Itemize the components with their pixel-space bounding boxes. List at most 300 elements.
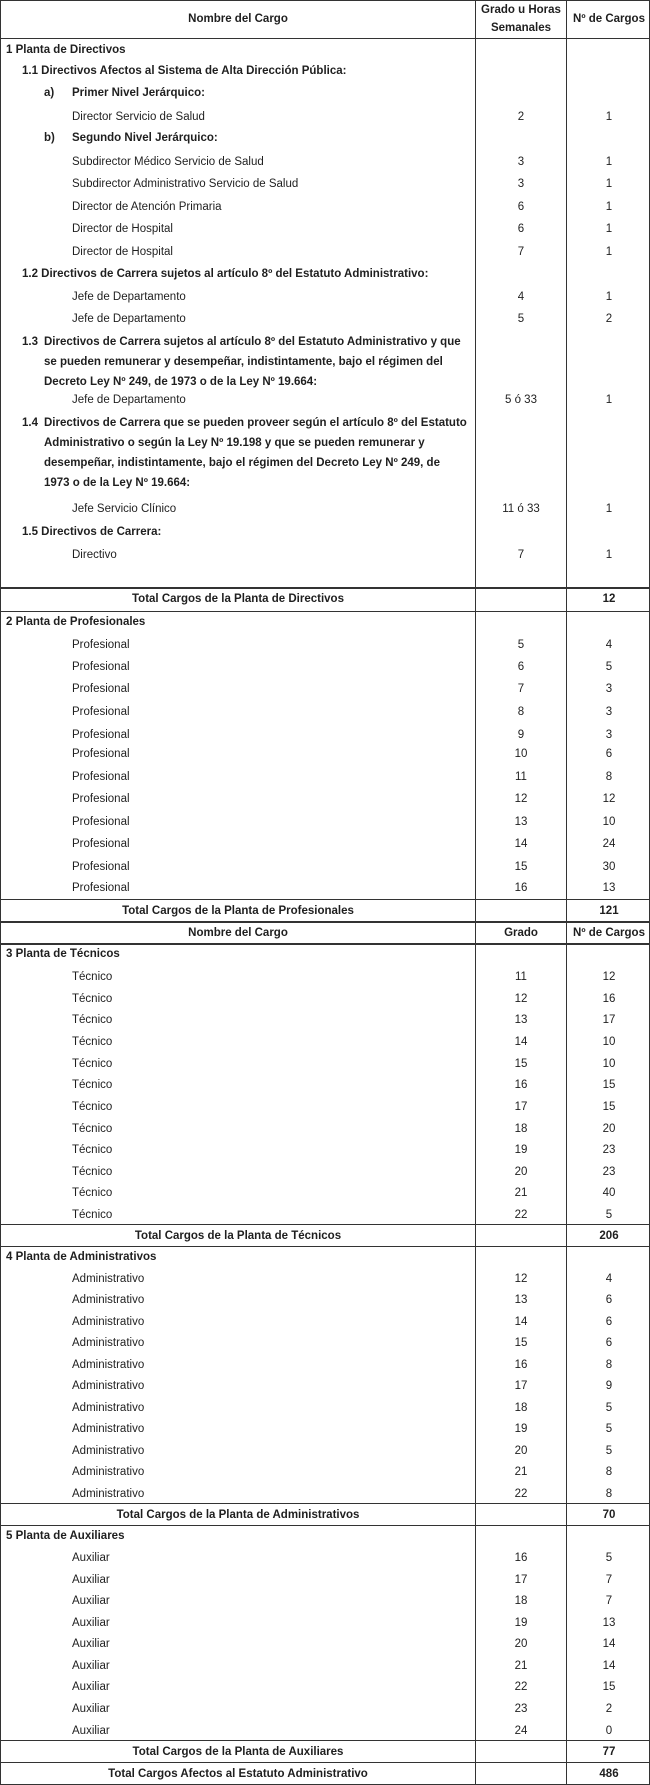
header-grado-line1: Grado u Horas	[481, 4, 561, 16]
num-cargos-cell: 5	[605, 1209, 613, 1221]
cargo-name: Jefe de Departamento	[72, 394, 186, 406]
cargo-name: Subdirector Médico Servicio de Salud	[72, 156, 264, 168]
num-cargos-cell: 23	[602, 1166, 616, 1178]
table-row	[0, 498, 650, 520]
grado-cell: 12	[514, 793, 528, 805]
num-cargos-cell: 10	[602, 816, 616, 828]
num-cargos-cell	[568, 944, 650, 964]
grado-cell: 7	[517, 246, 525, 258]
num-cargos-cell: 4	[605, 639, 613, 651]
cargo-name: Auxiliar	[72, 1595, 110, 1607]
grado-cell: 22	[514, 1209, 528, 1221]
table-row	[0, 1397, 650, 1419]
column-divider	[0, 0, 1, 1785]
cargo-name: Técnico	[72, 1058, 113, 1070]
num-cargos-cell: 6	[605, 1337, 613, 1349]
grado-cell	[476, 1741, 566, 1763]
grado-cell: 13	[514, 1294, 528, 1306]
grado-cell: 12	[514, 1273, 528, 1285]
cargo-name: Auxiliar	[72, 1552, 110, 1564]
num-cargos-cell	[568, 128, 650, 148]
num-cargos-cell: 8	[605, 1488, 613, 1500]
table-row	[0, 1612, 650, 1634]
num-cargos-cell: 5	[605, 1445, 613, 1457]
total-label: Total Cargos de la Planta de Profesionales	[122, 905, 354, 917]
cargo-name: Técnico	[72, 1144, 113, 1156]
grado-cell: 13	[514, 1014, 528, 1026]
level-title	[2, 83, 474, 103]
total-row	[0, 900, 650, 922]
cargo-name: Administrativo	[72, 1316, 145, 1328]
cargo-name: Administrativo	[72, 1359, 145, 1371]
cargo-name: Jefe de Departamento	[72, 291, 186, 303]
grado-cell	[476, 900, 566, 922]
divider	[0, 587, 650, 589]
subsection-text: Directivos de Carrera que se pueden proveer según el artículo 8º del Estatuto Administrativo o según la Ley Nº 19.198 y que se pueden remunerar y desempeñar, indistintamente, bajo el régimen del Decreto Ley Nº 249, de 1973 o de la Ley Nº 19.664:	[44, 417, 467, 489]
num-cargos-cell: 10	[602, 1036, 616, 1048]
grado-cell: 12	[514, 993, 528, 1005]
num-cargos-cell: 9	[605, 1380, 613, 1392]
num-cargos-cell	[568, 40, 650, 60]
num-cargos-cell: 1	[605, 291, 613, 303]
section-title: 3 Planta de Técnicos	[6, 948, 120, 960]
num-cargos-cell: 1	[605, 223, 613, 235]
table-header-2	[0, 923, 650, 943]
table-row	[0, 1139, 650, 1161]
num-cargos-cell: 1	[605, 156, 613, 168]
num-cargos-cell: 5	[605, 1423, 613, 1435]
cargo-name: Auxiliar	[72, 1703, 110, 1715]
column-divider	[566, 0, 567, 1785]
section-row	[0, 521, 650, 543]
subsection-title: 1.2 Directivos de Carrera sujetos al artículo 8º del Estatuto Administrativo:	[22, 268, 429, 280]
cargo-name: Auxiliar	[72, 1660, 110, 1672]
section-row	[0, 944, 650, 964]
num-cargos-cell: 14	[602, 1660, 616, 1672]
grado-cell	[476, 612, 566, 632]
grado-cell: 11 ó 33	[502, 503, 540, 515]
num-cargos-cell: 77	[602, 1746, 616, 1758]
grado-cell: 11	[515, 771, 527, 783]
cargo-name: Profesional	[72, 748, 130, 760]
cargo-name: Administrativo	[72, 1337, 145, 1349]
num-cargos-cell: 1	[605, 201, 613, 213]
divider	[0, 899, 650, 900]
grado-cell: 15	[514, 1058, 528, 1070]
divider	[0, 1762, 650, 1763]
section-row	[0, 612, 650, 632]
grado-cell	[476, 1763, 566, 1785]
grado-cell	[476, 61, 566, 81]
divider	[0, 1246, 650, 1247]
cargo-name: Subdirector Administrativo Servicio de Salud	[72, 178, 299, 190]
num-cargos-cell: 1	[605, 503, 613, 515]
subsection-text: Directivos de Carrera sujetos al artículo 8º del Estatuto Administrativo y que se pueden remunerar y desempeñar, indistintamente, bajo el régimen del Decreto Ley Nº 249, de 1973 o de la Ley Nº 19.664:	[44, 336, 461, 388]
num-cargos-cell: 206	[599, 1230, 619, 1242]
grado-cell: 3	[517, 178, 525, 190]
grado-cell: 19	[514, 1617, 528, 1629]
cargo-name: Profesional	[72, 771, 130, 783]
grado-cell: 21	[514, 1660, 528, 1672]
divider	[0, 921, 650, 923]
subsection-title: 1.1 Directivos Afectos al Sistema de Alta Dirección Pública:	[22, 65, 347, 77]
table-row	[0, 1332, 650, 1354]
header2-grado: Grado	[504, 927, 538, 939]
num-cargos-cell: 1	[605, 246, 613, 258]
table-row	[0, 1440, 650, 1462]
cargo-name: Profesional	[72, 816, 130, 828]
table-row	[0, 1053, 650, 1075]
num-cargos-cell: 17	[602, 1014, 616, 1026]
level-letter: a)	[44, 87, 55, 99]
grado-cell	[476, 521, 566, 543]
num-cargos-cell: 7	[605, 1595, 613, 1607]
cargo-name: Técnico	[72, 1209, 113, 1221]
table-row	[0, 1009, 650, 1031]
num-cargos-cell: 15	[602, 1079, 616, 1091]
grado-cell: 15	[514, 861, 528, 873]
section-row	[0, 1526, 650, 1546]
subsection-title	[2, 411, 474, 495]
divider	[0, 1740, 650, 1741]
table-row	[0, 1354, 650, 1376]
cargo-name: Administrativo	[72, 1466, 145, 1478]
divider	[0, 943, 650, 945]
grado-cell	[476, 1504, 566, 1526]
table-row	[0, 151, 650, 173]
table-row	[0, 1483, 650, 1505]
section-row	[0, 40, 650, 60]
cargo-name: Jefe de Departamento	[72, 313, 186, 325]
header-num: Nº de Cargos	[573, 13, 645, 25]
table-row	[0, 1720, 650, 1742]
cargo-name: Técnico	[72, 1014, 113, 1026]
table-row	[0, 106, 650, 128]
table-row	[0, 1289, 650, 1311]
grado-cell: 18	[514, 1123, 528, 1135]
num-cargos-cell: 1	[605, 111, 613, 123]
table-row	[0, 766, 650, 788]
table-row	[0, 389, 650, 411]
grado-cell: 18	[514, 1402, 528, 1414]
num-cargos-cell: 1	[605, 394, 613, 406]
cargo-name: Director de Hospital	[72, 246, 173, 258]
cargo-name: Administrativo	[72, 1402, 145, 1414]
section-title: 5 Planta de Auxiliares	[6, 1530, 125, 1542]
level-letter: b)	[44, 132, 55, 144]
cargo-name: Administrativo	[72, 1273, 145, 1285]
table-row	[0, 788, 650, 810]
table-row	[0, 856, 650, 878]
cargo-name: Directivo	[72, 549, 117, 561]
header-nombre: Nombre del Cargo	[188, 13, 288, 25]
subsection-number: 1.3	[22, 336, 38, 348]
table-row	[0, 1461, 650, 1483]
grado-cell: 22	[514, 1681, 528, 1693]
level-label: Segundo Nivel Jerárquico:	[72, 132, 218, 144]
divider	[0, 611, 650, 612]
divider	[0, 0, 650, 1]
grado-cell	[476, 330, 566, 392]
num-cargos-cell: 13	[602, 1617, 616, 1629]
table-row	[0, 678, 650, 700]
grado-cell: 17	[514, 1380, 528, 1392]
cargo-name: Administrativo	[72, 1423, 145, 1435]
num-cargos-cell: 486	[599, 1768, 619, 1780]
cargo-name: Jefe Servicio Clínico	[72, 503, 177, 515]
table-row	[0, 308, 650, 330]
table-header	[0, 0, 650, 38]
total-row	[0, 1763, 650, 1785]
table-row	[0, 544, 650, 566]
section-row	[0, 128, 650, 148]
cargo-name: Profesional	[72, 661, 130, 673]
num-cargos-cell: 23	[602, 1144, 616, 1156]
table-row	[0, 1096, 650, 1118]
grado-cell: 21	[514, 1187, 528, 1199]
num-cargos-cell: 12	[602, 593, 616, 605]
table-row	[0, 701, 650, 723]
num-cargos-cell	[568, 1247, 650, 1267]
subsection-number: 1.4	[22, 417, 38, 429]
num-cargos-cell: 12	[602, 971, 616, 983]
num-cargos-cell: 2	[605, 313, 613, 325]
table-row	[0, 743, 650, 765]
num-cargos-cell	[568, 612, 650, 632]
table-row	[0, 1547, 650, 1569]
total-label: Total Cargos de la Planta de Auxiliares	[132, 1746, 344, 1758]
cargo-name: Técnico	[72, 971, 113, 983]
cargo-name: Auxiliar	[72, 1574, 110, 1586]
grado-cell	[476, 40, 566, 60]
total-row	[0, 1741, 650, 1763]
section-row	[0, 61, 650, 81]
num-cargos-cell: 40	[602, 1187, 616, 1199]
num-cargos-cell: 8	[605, 1359, 613, 1371]
grado-cell: 20	[514, 1445, 528, 1457]
num-cargos-cell: 6	[605, 1316, 613, 1328]
num-cargos-cell: 1	[605, 549, 613, 561]
num-cargos-cell: 5	[605, 1402, 613, 1414]
num-cargos-cell: 70	[602, 1509, 616, 1521]
grado-cell: 16	[514, 882, 528, 894]
level-title	[2, 128, 474, 148]
cargo-name: Director de Hospital	[72, 223, 173, 235]
table-row	[0, 1118, 650, 1140]
cargo-name: Auxiliar	[72, 1617, 110, 1629]
column-divider	[475, 0, 476, 1785]
table-row	[0, 173, 650, 195]
table-row	[0, 1182, 650, 1204]
grado-cell	[476, 1526, 566, 1546]
grado-cell: 17	[514, 1101, 528, 1113]
table-row	[0, 1375, 650, 1397]
cargo-name: Técnico	[72, 993, 113, 1005]
table-row	[0, 811, 650, 833]
grado-cell: 6	[517, 661, 525, 673]
cargo-name: Profesional	[72, 683, 130, 695]
cargo-name: Profesional	[72, 706, 130, 718]
grado-cell: 2	[517, 111, 525, 123]
grado-cell: 6	[517, 201, 525, 213]
grado-cell: 16	[514, 1552, 528, 1564]
cargo-name: Administrativo	[72, 1488, 145, 1500]
cargo-name: Técnico	[72, 1187, 113, 1199]
divider	[0, 1525, 650, 1526]
num-cargos-cell	[568, 411, 650, 495]
num-cargos-cell: 20	[602, 1123, 616, 1135]
divider	[0, 1224, 650, 1225]
grado-cell: 21	[514, 1466, 528, 1478]
table-row	[0, 1418, 650, 1440]
cargo-name: Director de Atención Primaria	[72, 201, 222, 213]
num-cargos-cell: 3	[605, 683, 613, 695]
grado-cell	[476, 83, 566, 103]
grado-cell: 5	[517, 639, 525, 651]
num-cargos-cell: 0	[605, 1725, 613, 1737]
total-label: Total Cargos Afectos al Estatuto Administrativo	[108, 1768, 368, 1780]
grado-cell: 14	[514, 838, 528, 850]
divider	[0, 1503, 650, 1504]
grado-cell	[476, 128, 566, 148]
grado-cell: 19	[514, 1144, 528, 1156]
table-row	[0, 1268, 650, 1290]
total-label: Total Cargos de la Planta de Directivos	[132, 593, 344, 605]
grado-cell	[476, 588, 566, 610]
grado-cell: 7	[517, 549, 525, 561]
table-row	[0, 1590, 650, 1612]
num-cargos-cell	[568, 263, 650, 285]
header-grado	[476, 0, 566, 38]
subsection-title: 1.5 Directivos de Carrera:	[22, 526, 162, 538]
table-row	[0, 218, 650, 240]
grado-cell: 7	[517, 683, 525, 695]
grado-cell: 11	[515, 971, 527, 983]
num-cargos-cell: 1	[605, 178, 613, 190]
grado-cell: 10	[514, 748, 528, 760]
divider	[0, 38, 650, 39]
cargo-name: Administrativo	[72, 1294, 145, 1306]
num-cargos-cell	[568, 61, 650, 81]
grado-cell: 5	[517, 313, 525, 325]
total-label: Total Cargos de la Planta de Administrativos	[116, 1509, 360, 1521]
section-title: 2 Planta de Profesionales	[6, 616, 146, 628]
num-cargos-cell: 10	[602, 1058, 616, 1070]
grado-cell: 19	[514, 1423, 528, 1435]
grado-cell	[476, 1247, 566, 1267]
grado-cell: 9	[517, 729, 525, 741]
header2-num: Nº de Cargos	[573, 927, 645, 939]
section-row	[0, 1247, 650, 1267]
num-cargos-cell: 5	[605, 1552, 613, 1564]
cargo-name: Profesional	[72, 793, 130, 805]
table-row	[0, 1074, 650, 1096]
num-cargos-cell: 7	[605, 1574, 613, 1586]
total-row	[0, 588, 650, 610]
cargo-name: Técnico	[72, 1123, 113, 1135]
cargo-name: Profesional	[72, 861, 130, 873]
total-row	[0, 1504, 650, 1526]
num-cargos-cell: 4	[605, 1273, 613, 1285]
section-row	[0, 263, 650, 285]
cargo-name: Técnico	[72, 1079, 113, 1091]
table-row	[0, 833, 650, 855]
table-row	[0, 877, 650, 899]
table-row	[0, 988, 650, 1010]
grado-cell: 3	[517, 156, 525, 168]
table-row	[0, 1204, 650, 1226]
section-row	[0, 330, 650, 392]
cargo-name: Técnico	[72, 1101, 113, 1113]
grado-cell: 6	[517, 223, 525, 235]
cargo-name: Auxiliar	[72, 1725, 110, 1737]
num-cargos-cell: 12	[602, 793, 616, 805]
subsection-title	[2, 330, 474, 392]
level-label: Primer Nivel Jerárquico:	[72, 87, 205, 99]
cargo-name: Administrativo	[72, 1380, 145, 1392]
cargo-name: Profesional	[72, 729, 130, 741]
num-cargos-cell	[568, 1526, 650, 1546]
section-title: 4 Planta de Administrativos	[6, 1251, 157, 1263]
num-cargos-cell: 2	[605, 1703, 613, 1715]
grado-cell: 16	[514, 1079, 528, 1091]
cargo-name: Profesional	[72, 639, 130, 651]
cargo-name: Profesional	[72, 838, 130, 850]
table-row	[0, 196, 650, 218]
cargo-name: Director Servicio de Salud	[72, 111, 205, 123]
table-row	[0, 1161, 650, 1183]
cargo-name: Técnico	[72, 1166, 113, 1178]
grado-cell: 8	[517, 706, 525, 718]
num-cargos-cell: 14	[602, 1638, 616, 1650]
table-row	[0, 1311, 650, 1333]
num-cargos-cell: 6	[605, 748, 613, 760]
cargo-name: Técnico	[72, 1036, 113, 1048]
table-row	[0, 286, 650, 308]
table-row	[0, 656, 650, 678]
num-cargos-cell: 3	[605, 706, 613, 718]
grado-cell: 4	[517, 291, 525, 303]
num-cargos-cell: 30	[602, 861, 616, 873]
table-row	[0, 1698, 650, 1720]
header2-nombre: Nombre del Cargo	[188, 927, 288, 939]
grado-cell: 14	[514, 1316, 528, 1328]
total-row	[0, 1225, 650, 1247]
cargo-name: Administrativo	[72, 1445, 145, 1457]
section-row	[0, 411, 650, 495]
cargo-name: Profesional	[72, 882, 130, 894]
grado-cell: 17	[514, 1574, 528, 1586]
grado-cell: 22	[514, 1488, 528, 1500]
table-row	[0, 241, 650, 263]
num-cargos-cell: 8	[605, 1466, 613, 1478]
table-row	[0, 1655, 650, 1677]
grado-cell: 15	[514, 1337, 528, 1349]
num-cargos-cell: 16	[602, 993, 616, 1005]
num-cargos-cell: 6	[605, 1294, 613, 1306]
num-cargos-cell: 3	[605, 729, 613, 741]
grado-cell: 13	[514, 816, 528, 828]
grado-cell: 20	[514, 1166, 528, 1178]
num-cargos-cell: 8	[605, 771, 613, 783]
cargo-name: Auxiliar	[72, 1638, 110, 1650]
num-cargos-cell	[568, 330, 650, 392]
grado-cell: 14	[514, 1036, 528, 1048]
grado-cell: 18	[514, 1595, 528, 1607]
num-cargos-cell	[568, 521, 650, 543]
num-cargos-cell	[568, 83, 650, 103]
total-label: Total Cargos de la Planta de Técnicos	[134, 1230, 342, 1242]
